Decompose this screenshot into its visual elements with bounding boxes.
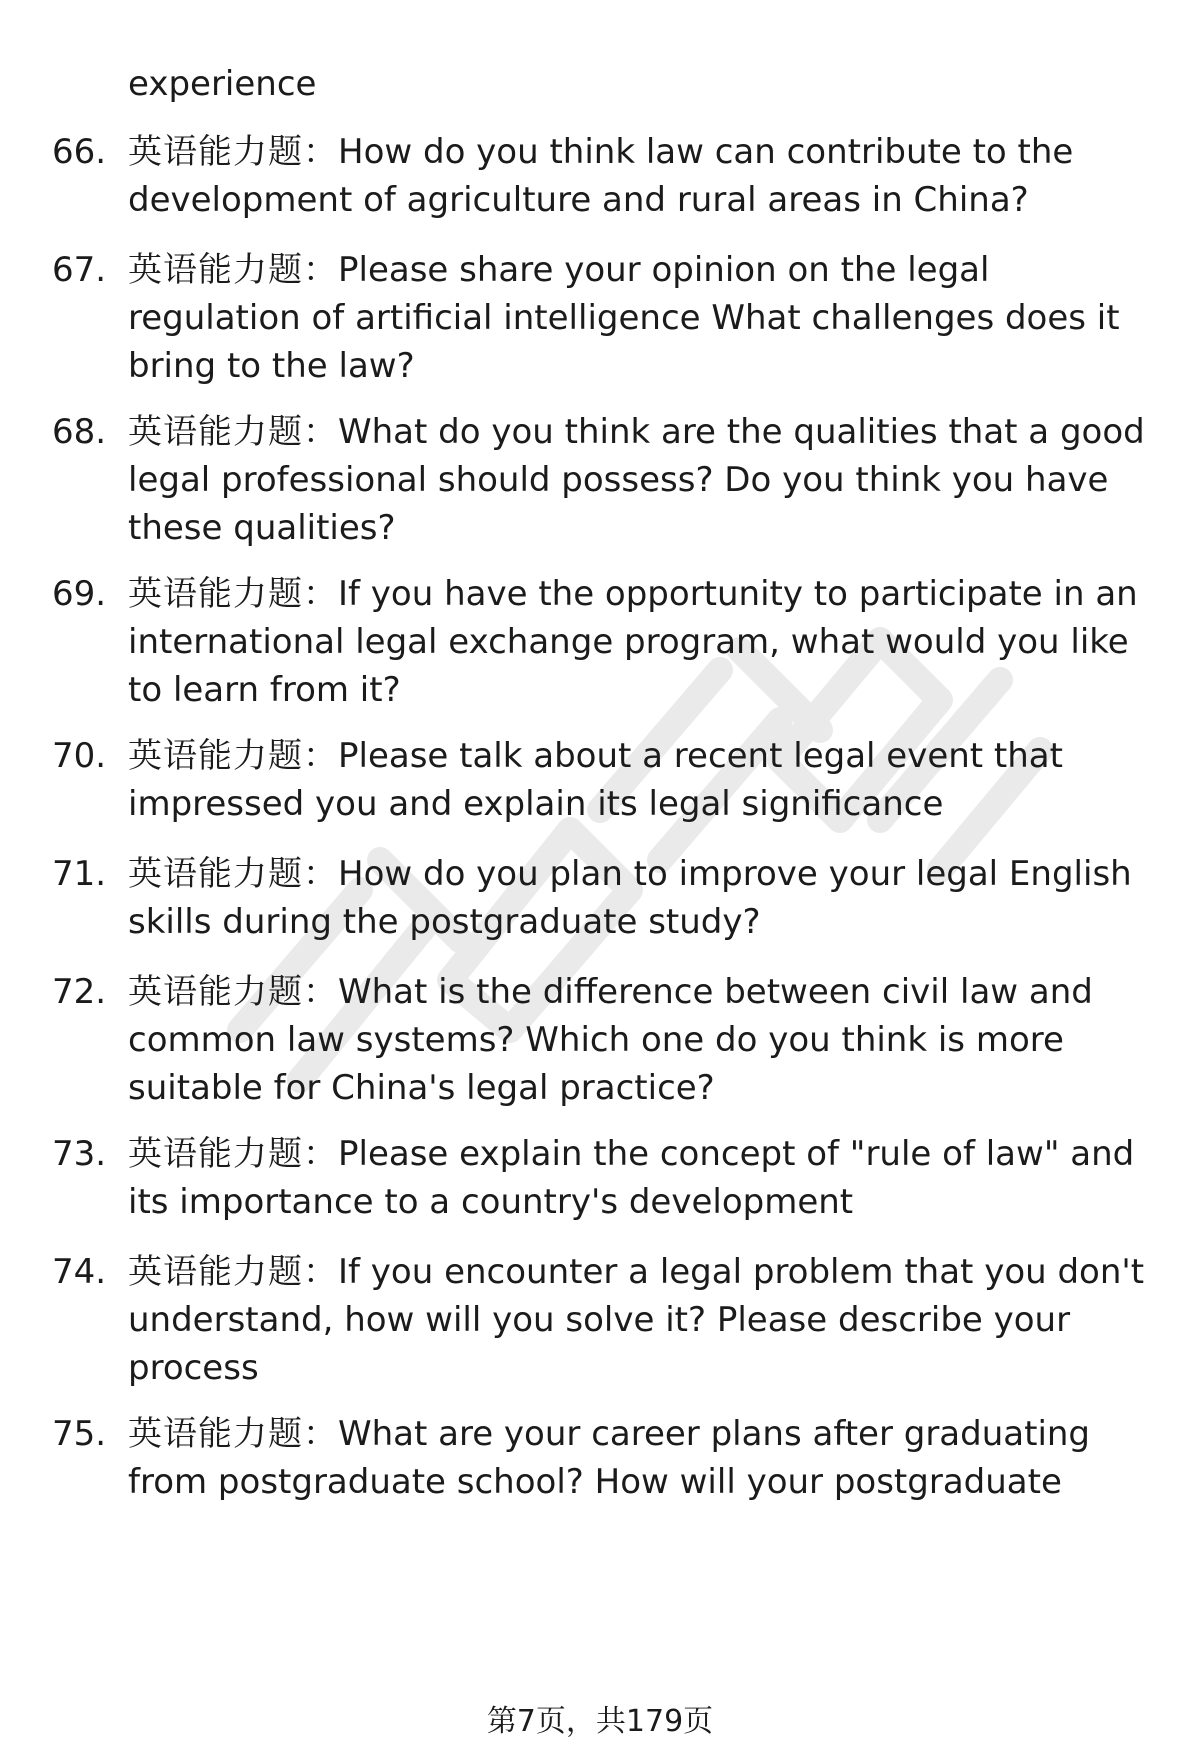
question-body: [128, 732, 1162, 828]
question-item: [52, 1410, 1162, 1506]
question-body: [128, 850, 1162, 946]
question-text: What do you think are the qualities that a good legal professional should possess? Do you think you have these qualities?: [128, 412, 1145, 548]
question-number: 68.: [52, 412, 107, 452]
question-body: [128, 246, 1162, 390]
question-text: How do you plan to improve your legal English skills during the postgraduate study?: [128, 854, 1132, 942]
question-prefix: 英语能力题：: [128, 854, 338, 894]
question-item: [52, 1248, 1162, 1392]
question-body: [128, 570, 1162, 714]
question-text: How do you think law can contribute to the development of agriculture and rural areas in China?: [128, 132, 1074, 220]
question-body: [128, 1410, 1162, 1506]
question-text: Please explain the concept of "rule of law" and its importance to a country's development: [128, 1134, 1135, 1222]
question-text: Please talk about a recent legal event that impressed you and explain its legal significance: [128, 736, 1063, 824]
question-body: [128, 968, 1162, 1112]
question-item: [52, 732, 1162, 828]
question-item: [52, 1130, 1162, 1226]
question-prefix: 英语能力题：: [128, 1252, 338, 1292]
question-text: Please share your opinion on the legal regulation of artificial intelligence What challenges does it bring to the law?: [128, 250, 1120, 386]
question-text: What is the difference between civil law and common law systems? Which one do you think is more suitable for China's legal practice?: [128, 972, 1093, 1108]
question-text: If you encounter a legal problem that you don't understand, how will you solve it? Please describe your process: [128, 1252, 1145, 1388]
question-item: [52, 128, 1162, 224]
question-number: 69.: [52, 574, 107, 614]
question-prefix: 英语能力题：: [128, 736, 338, 776]
continued-text: experience: [128, 64, 317, 104]
question-number: 72.: [52, 972, 107, 1012]
question-body: [128, 408, 1162, 552]
question-number: 71.: [52, 854, 107, 894]
question-body: [128, 128, 1162, 224]
question-prefix: 英语能力题：: [128, 574, 338, 614]
question-item: [52, 570, 1162, 714]
question-prefix: 英语能力题：: [128, 1134, 338, 1174]
question-item: [52, 408, 1162, 552]
question-text: If you have the opportunity to participate in an international legal exchange program, what would you like to learn from it?: [128, 574, 1138, 710]
question-text: What are your career plans after graduating from postgraduate school? How will your postgraduate: [128, 1414, 1091, 1502]
question-number: 66.: [52, 132, 107, 172]
question-item: [52, 968, 1162, 1112]
question-prefix: 英语能力题：: [128, 250, 338, 290]
page-number-footer: 第7页，共179页: [486, 1704, 714, 1739]
question-prefix: 英语能力题：: [128, 412, 338, 452]
question-prefix: 英语能力题：: [128, 972, 338, 1012]
question-body: [128, 1130, 1162, 1226]
question-body: [128, 1248, 1162, 1392]
question-number: 73.: [52, 1134, 107, 1174]
question-number: 70.: [52, 736, 107, 776]
question-prefix: 英语能力题：: [128, 1414, 338, 1454]
question-number: 75.: [52, 1414, 107, 1454]
question-number: 74.: [52, 1252, 107, 1292]
question-item: [52, 246, 1162, 390]
question-prefix: 英语能力题：: [128, 132, 338, 172]
question-item: [52, 850, 1162, 946]
question-number: 67.: [52, 250, 107, 290]
